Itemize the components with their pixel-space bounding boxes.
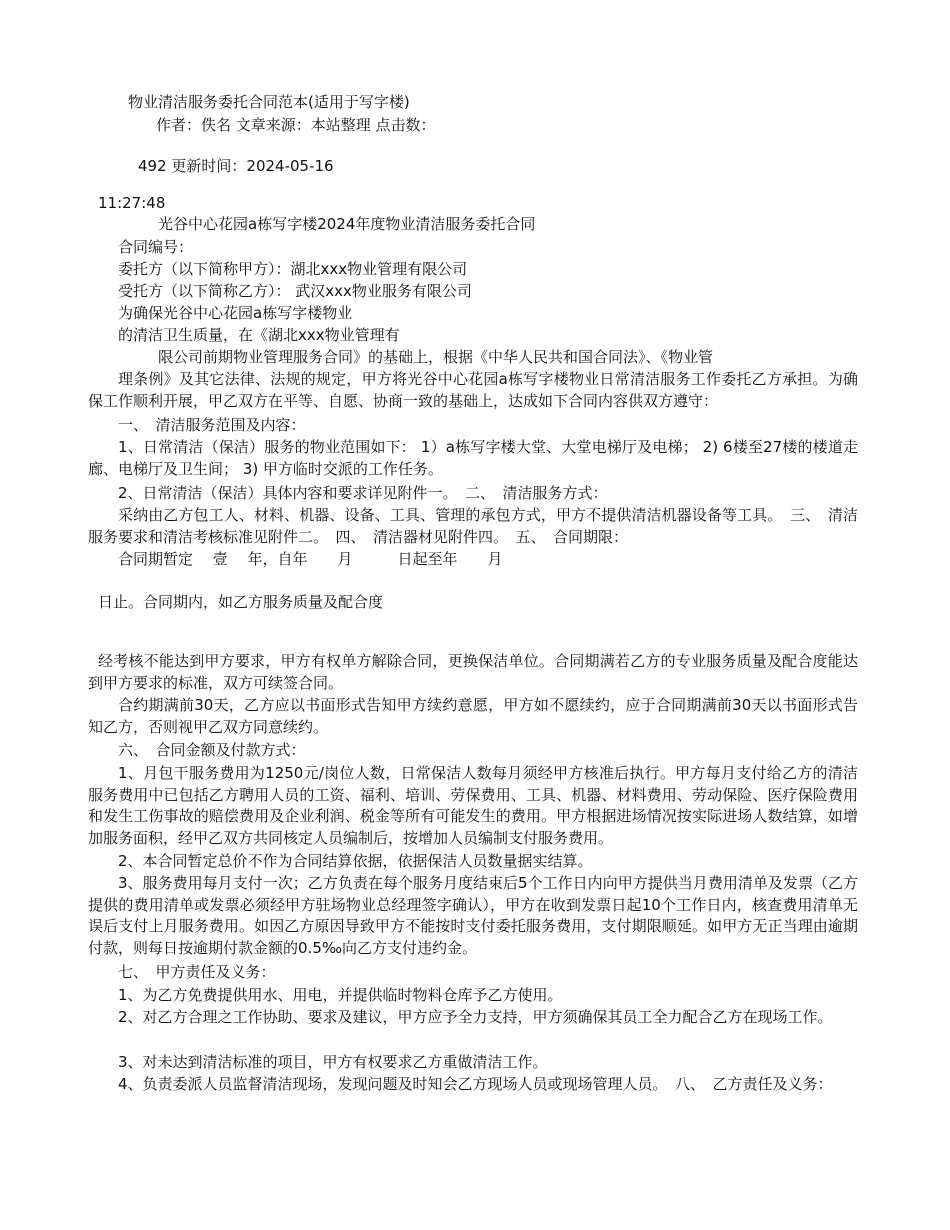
section-6-item-3: 3、服务费用每月支付一次；乙方负责在每个服务月度结束后5个工作日内向甲方提供当月费用清单及发票（乙方提供的费用清单或发票必须经甲方驻场物业总经理签字确认），甲方在收到发票日起10个工作日内，核查费用清单无误后支付上月服务费用。如因乙方原因导致甲方不能按时支付委托服务费用，支付期限顺延。如甲方无正当理由逾期付款，则每日按逾期付款金额的0.5‰向乙方支付违约金。 [88,874,858,957]
term-line: 合同期暂定 壹 年，自年 月 日起至年 月 [118,550,503,568]
intro-line-2: 的清洁卫生质量，在《湖北xxx物业管理有 [118,326,400,344]
section-6-item-1: 1、月包干服务费用为1250元/岗位人数，日常保洁人数每月须经甲方核准后执行。甲方每月支付给乙方的清洁服务费用中已包括乙方聘用人员的工资、福利、培训、劳保费用、工具、机器、材料费用、劳动保险、医疗保险费用和发生工伤事故的赔偿费用及企业利润、税金等所有可能发生的费用。甲方根据进场情况按实际进场人数结算，如增加服务面积，经甲乙双方共同核定人员编制后，按增加人员编制支付服务费用。 [88,764,858,847]
section-7-item-2: 2、对乙方合理之工作协助、要求及建议，甲方应予全力支持，甲方须确保其员工全力配合乙方在现场工作。 [118,1008,833,1026]
section-2-paragraph: 采纳由乙方包工人、材料、机器、设备、工具、管理的承包方式，甲方不提供清洁机器设备等工具。 三、 清洁服务要求和清洁考核标准见附件二。 四、 清洁器材见附件四。 五、 合同期限： [88,506,858,546]
section-1-heading: 一、 清洁服务范围及内容： [118,416,306,434]
article-date: 492 更新时间：2024-05-16 [138,157,334,175]
intro-line-3: 限公司前期物业管理服务合同》的基础上，根据《中华人民共和国合同法》、《物业管 [158,348,714,366]
intro-paragraph: 理条例》及其它法律、法规的规定，甲方将光谷中心花园a栋写字楼物业日常清洁服务工作委托乙方承担。为确保工作顺利开展，甲乙双方在平等、自愿、协商一致的基础上，达成如下合同内容供双方遵守： [88,370,858,410]
section-7-item-4: 4、负责委派人员监督清洁现场，发现问题及时知会乙方现场人员或现场管理人员。 八、 乙方责任及义务： [118,1075,833,1093]
section-7-heading: 七、 甲方责任及义务： [118,963,276,981]
section-1-item-1: 1、日常清洁（保洁）服务的物业范围如下： 1）a栋写字楼大堂、大堂电梯厅及电梯； 2) 6楼至27楼的楼道走廊、电梯厅及卫生间； 3) 甲方临时交派的工作任务。 [88,438,858,478]
section-6-heading: 六、 合同金额及付款方式： [118,741,306,759]
contract-number: 合同编号： [118,238,194,256]
document-title: 物业清洁服务委托合同范本(适用于写字楼) [128,93,410,111]
renewal-paragraph: 合约期满前30天，乙方应以书面形式告知甲方续约意愿，甲方如不愿续约，应于合同期满前30天以书面形式告知乙方，否则视甲乙双方同意续约。 [88,696,858,736]
section-7-item-1: 1、为乙方免费提供用水、用电，并提供临时物料仓库予乙方使用。 [118,986,563,1004]
article-time: 11:27:48 [98,194,166,212]
term-paragraph: 经考核不能达到甲方要求，甲方有权单方解除合同，更换保洁单位。合同期满若乙方的专业服务质量及配合度能达到甲方要求的标准，双方可续签合同。 [88,652,858,692]
intro-line-1: 为确保光谷中心花园a栋写字楼物业 [118,304,353,322]
party-a: 委托方（以下简称甲方）：湖北xxx物业管理有限公司 [118,260,468,278]
section-1-item-2: 2、日常清洁（保洁）具体内容和要求详见附件一。 二、 清洁服务方式： [118,484,608,502]
section-6-item-2: 2、本合同暂定总价不作为合同结算依据，依据保洁人员数量据实结算。 [118,852,593,870]
term-continuation: 日止。合同期内，如乙方服务质量及配合度 [98,593,384,611]
article-meta: 作者：佚名 文章来源：本站整理 点击数： [156,116,436,134]
section-7-item-3: 3、对未达到清洁标准的项目，甲方有权要求乙方重做清洁工作。 [118,1053,548,1071]
contract-title: 光谷中心花园a栋写字楼2024年度物业清洁服务委托合同 [158,215,536,233]
party-b: 受托方（以下简称乙方）： 武汉xxx物业服务有限公司 [118,282,472,300]
